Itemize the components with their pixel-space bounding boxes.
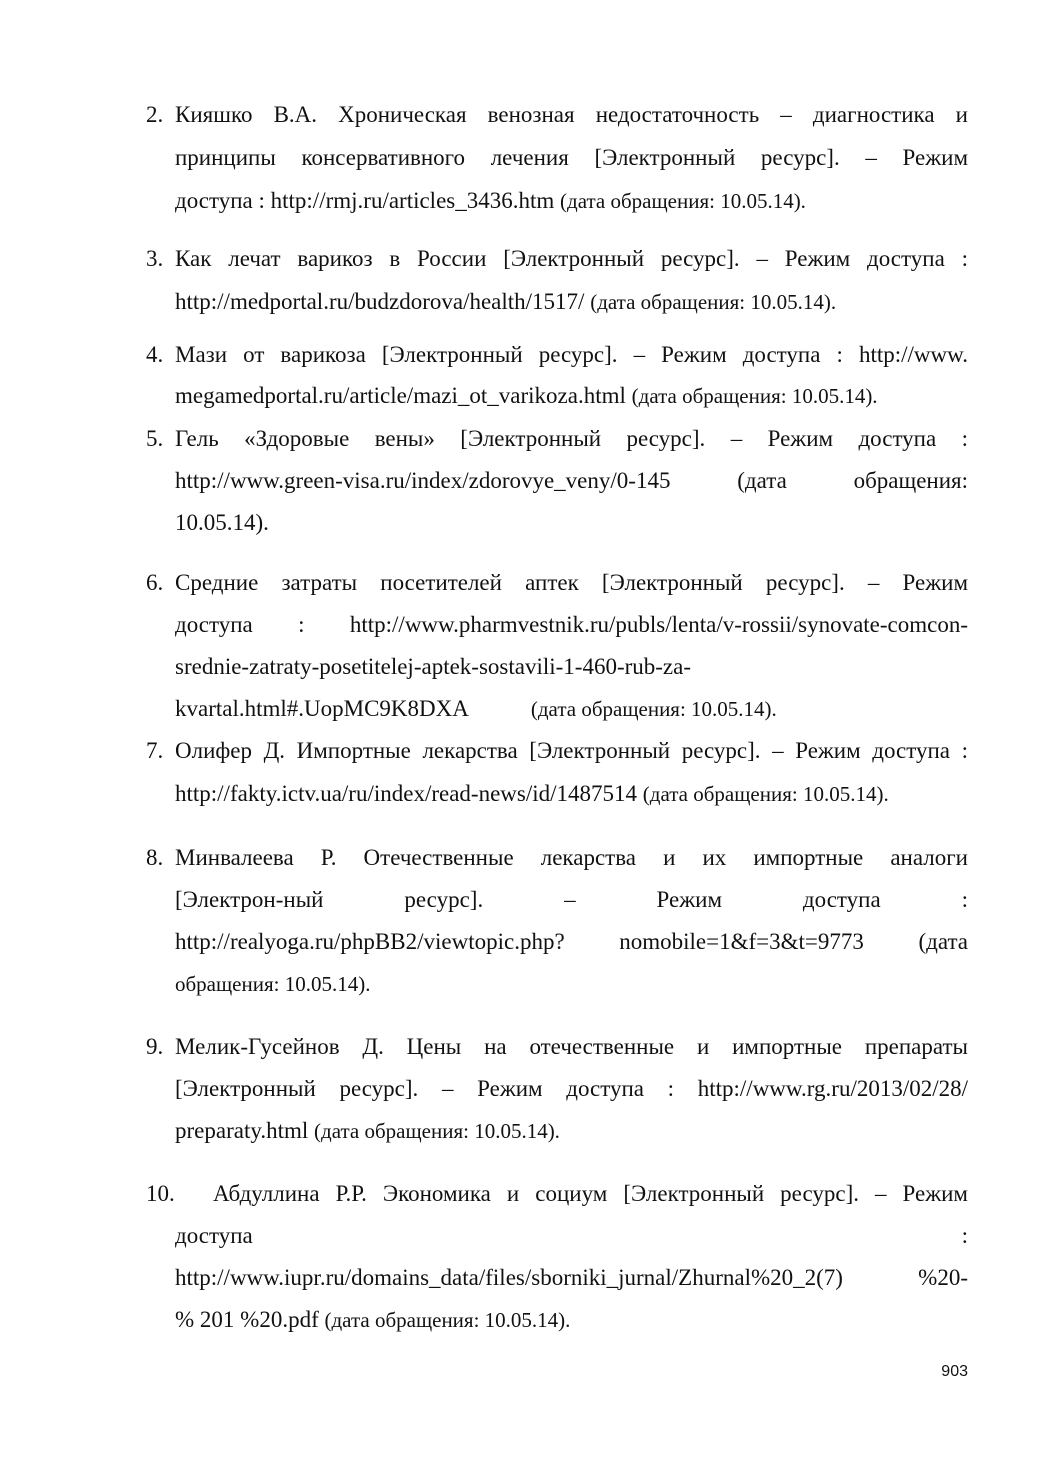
access-date: (дата обращения: 10.05.14). bbox=[590, 290, 837, 314]
reference-line: Минвалеева Р. Отечественные лекарства и их импортные аналоги bbox=[175, 845, 968, 870]
reference-line: Абдуллина Р.Р. Экономика и социум [Электронный ресурс]. – Режим bbox=[213, 1181, 968, 1206]
reference-line bbox=[175, 1110, 968, 1152]
access-date: (дата обращения: 10.05.14). bbox=[642, 782, 889, 806]
reference-line: Олифер Д. Импортные лекарства [Электронный ресурс]. – Режим доступа : bbox=[175, 738, 968, 763]
reference-line bbox=[175, 180, 968, 222]
access-date: (дата обращения: 10.05.14). bbox=[324, 1308, 571, 1332]
reference-line: доступа : http://www.pharmvestnik.ru/publs/lenta/v-rossii/synovate-comcon- bbox=[175, 612, 968, 637]
reference-line: http://www.iupr.ru/domains_data/files/sborniki_jurnal/Zhurnal%20_2(7) %20- bbox=[175, 1265, 968, 1290]
access-date: (дата обращения: 10.05.14). bbox=[530, 697, 777, 721]
reference-line: принципы консервативного лечения [Электронный ресурс]. – Режим bbox=[175, 145, 968, 170]
reference-number: 7. bbox=[146, 738, 164, 763]
reference-line bbox=[175, 375, 968, 417]
reference-line: Гель «Здоровые вены» [Электронный ресурс]. – Режим доступа : bbox=[175, 426, 968, 451]
access-date: (дата обращения: 10.05.14). bbox=[314, 1119, 560, 1143]
reference-line: Как лечат варикоз в России [Электронный ресурс]. – Режим доступа : bbox=[175, 246, 968, 271]
reference-number: 5. bbox=[146, 426, 164, 451]
reference-line: Средние затраты посетителей аптек [Электронный ресурс]. – Режим bbox=[175, 570, 968, 595]
access-date: (дата обращения: 10.05.14). bbox=[560, 189, 806, 213]
reference-line: 10.05.14). bbox=[175, 510, 269, 535]
reference-url: http://medportal.ru/budzdorova/health/1517/ bbox=[175, 289, 585, 314]
reference-line: Мелик-Гусейнов Д. Цены на отечественные и импортные препараты bbox=[175, 1034, 968, 1059]
reference-url: kvartal.html#.UopMC9K8DXA bbox=[175, 696, 469, 721]
reference-number: 10. bbox=[146, 1181, 175, 1206]
reference-line: [Электронный ресурс]. – Режим доступа : http://www.rg.ru/2013/02/28/ bbox=[175, 1076, 968, 1101]
reference-number: 4. bbox=[146, 342, 164, 367]
reference-number: 2. bbox=[146, 102, 164, 127]
reference-number: 3. bbox=[146, 246, 164, 271]
reference-url: доступа : http://rmj.ru/articles_3436.htm bbox=[175, 188, 555, 213]
reference-line: Кияшко В.А. Хроническая венозная недостаточность – диагностика и bbox=[175, 102, 968, 127]
reference-url: http://fakty.ictv.ua/ru/index/read-news/id/1487514 bbox=[175, 781, 638, 806]
access-date: (дата обращения: 10.05.14). bbox=[631, 384, 878, 408]
reference-line: srednie-zatraty-posetitelej-aptek-sostavili-1-460-rub-za- bbox=[175, 654, 691, 679]
access-date: обращения: 10.05.14). bbox=[175, 972, 371, 996]
reference-line bbox=[175, 1299, 968, 1341]
reference-line: Мази от варикоза [Электронный ресурс]. – Режим доступа : http://www. bbox=[175, 342, 968, 367]
reference-line bbox=[175, 688, 968, 730]
reference-line: http://realyoga.ru/phpBB2/viewtopic.php? nomobile=1&f=3&t=9773 (дата bbox=[175, 929, 968, 954]
reference-url: preparaty.html bbox=[175, 1118, 309, 1143]
reference-line: http://www.green-visa.ru/index/zdorovye_veny/0-145 (дата обращения: bbox=[175, 468, 968, 493]
reference-line: доступа : bbox=[175, 1223, 968, 1248]
reference-line: [Электрон-ный ресурс]. – Режим доступа : bbox=[175, 887, 968, 912]
reference-line bbox=[175, 773, 968, 815]
reference-number: 6. bbox=[146, 570, 164, 595]
reference-url: % 201 %20.pdf bbox=[175, 1307, 319, 1332]
reference-url: megamedportal.ru/article/mazi_ot_varikoza.html bbox=[175, 383, 626, 408]
page-number: 903 bbox=[941, 1363, 968, 1380]
reference-number: 8. bbox=[146, 845, 164, 870]
reference-line bbox=[175, 281, 968, 323]
reference-number: 9. bbox=[146, 1034, 164, 1059]
